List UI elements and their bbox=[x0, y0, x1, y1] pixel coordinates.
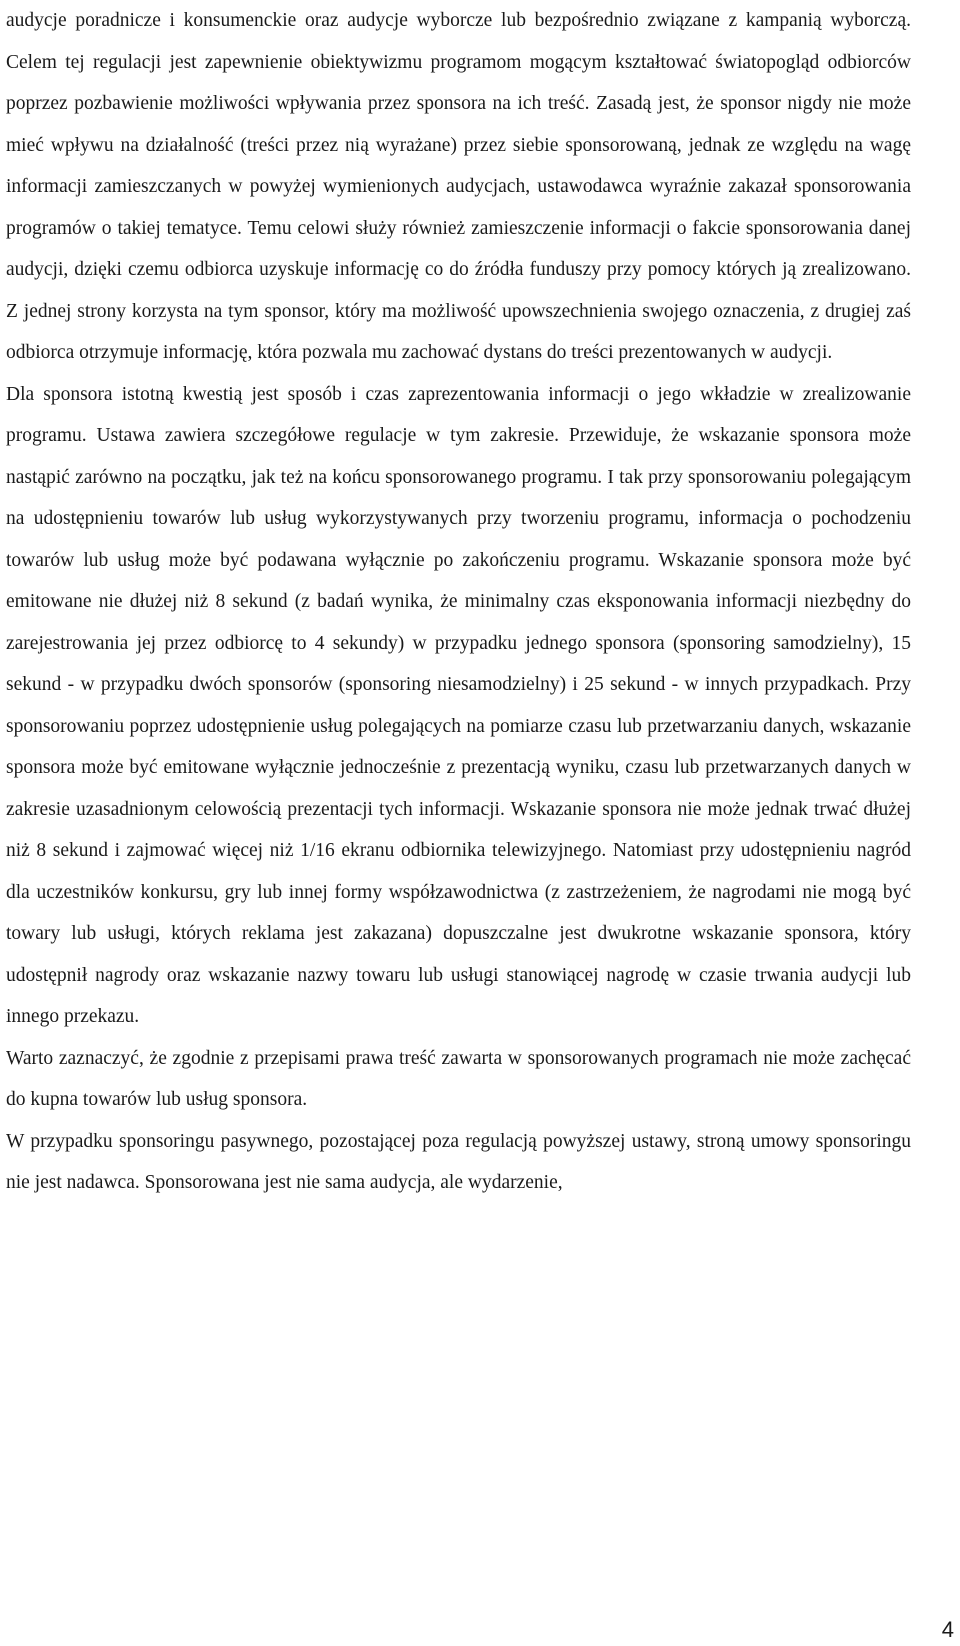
paragraph-4: W przypadku sponsoringu pasywnego, pozostającej poza regulacją powyższej ustawy, stroną umowy sponsoringu nie jest nadawca. Sponsorowana jest nie sama audycja, ale wydarzenie, bbox=[6, 1130, 911, 1193]
paragraph-1: audycje poradnicze i konsumenckie oraz audycje wyborcze lub bezpośrednio związane z kampanią wyborczą. Celem tej regulacji jest zapewnienie obiektywizmu programom mogącym kształtować światopogląd odbiorców poprzez pozbawienie możliwości wpływania przez sponsora na ich treść. Zasadą jest, że sponsor nigdy nie może mieć wpływu na działalność (treści przez nią wyrażane) przez siebie sponsorowaną, jednak ze względu na wagę informacji zamieszczanych w powyżej wymienionych audycjach, ustawodawca wyraźnie zakazał sponsorowania programów o takiej tematyce. Temu celowi służy również zamieszczenie informacji o fakcie sponsorowania danej audycji, dzięki czemu odbiorca uzyskuje informację co do źródła funduszy przy pomocy których ją zrealizowano. Z jednej strony korzysta na tym sponsor, który ma możliwość upowszechnienia swojego oznaczenia, z drugiej zaś odbiorca otrzymuje informację, która pozwala mu zachować dystans do treści prezentowanych w audycji. bbox=[6, 10, 911, 363]
paragraph-2: Dla sponsora istotną kwestią jest sposób i czas zaprezentowania informacji o jego wkładzie w zrealizowanie programu. Ustawa zawiera szczegółowe regulacje w tym zakresie. Przewiduje, że wskazanie sponsora może nastąpić zarówno na początku, jak też na końcu sponsorowanego programu. I tak przy sponsorowaniu polegającym na udostępnieniu towarów lub usług wykorzystywanych przy tworzeniu programu, informacja o pochodzeniu towarów lub usług może być podawana wyłącznie po zakończeniu programu. Wskazanie sponsora może być emitowane nie dłużej niż 8 sekund (z badań wynika, że minimalny czas eksponowania informacji niezbędny do zarejestrowania jej przez odbiorcę to 4 sekundy) w przypadku jednego sponsora (sponsoring samodzielny), 15 sekund - w przypadku dwóch sponsorów (sponsoring niesamodzielny) i 25 sekund - w innych przypadkach. Przy sponsorowaniu poprzez udostępnienie usług polegających na pomiarze czasu lub przetwarzaniu danych, wskazanie sponsora może być emitowane wyłącznie jednocześnie z prezentacją wyniku, czasu lub przetwarzanych danych w zakresie uzasadnionym celowością prezentacji tych informacji. Wskazanie sponsora nie może jednak trwać dłużej niż 8 sekund i zajmować więcej niż 1/16 ekranu odbiornika telewizyjnego. Natomiast przy udostępnieniu nagród dla uczestników konkursu, gry lub innej formy współzawodnictwa (z zastrzeżeniem, że nagrodami nie mogą być towary lub usługi, których reklama jest zakazana) dopuszczalne jest dwukrotne wskazanie sponsora, który udostępnił nagrody oraz wskazanie nazwy towaru lub usługi stanowiącej nagrodę w czasie trwania audycji lub innego przekazu. bbox=[6, 383, 911, 1027]
paragraph-3: Warto zaznaczyć, że zgodnie z przepisami prawa treść zawarta w sponsorowanych programach nie może zachęcać do kupna towarów lub usług sponsora. bbox=[6, 1047, 911, 1110]
page-number: 4 bbox=[941, 1617, 954, 1642]
document-body bbox=[6, 0, 911, 1204]
